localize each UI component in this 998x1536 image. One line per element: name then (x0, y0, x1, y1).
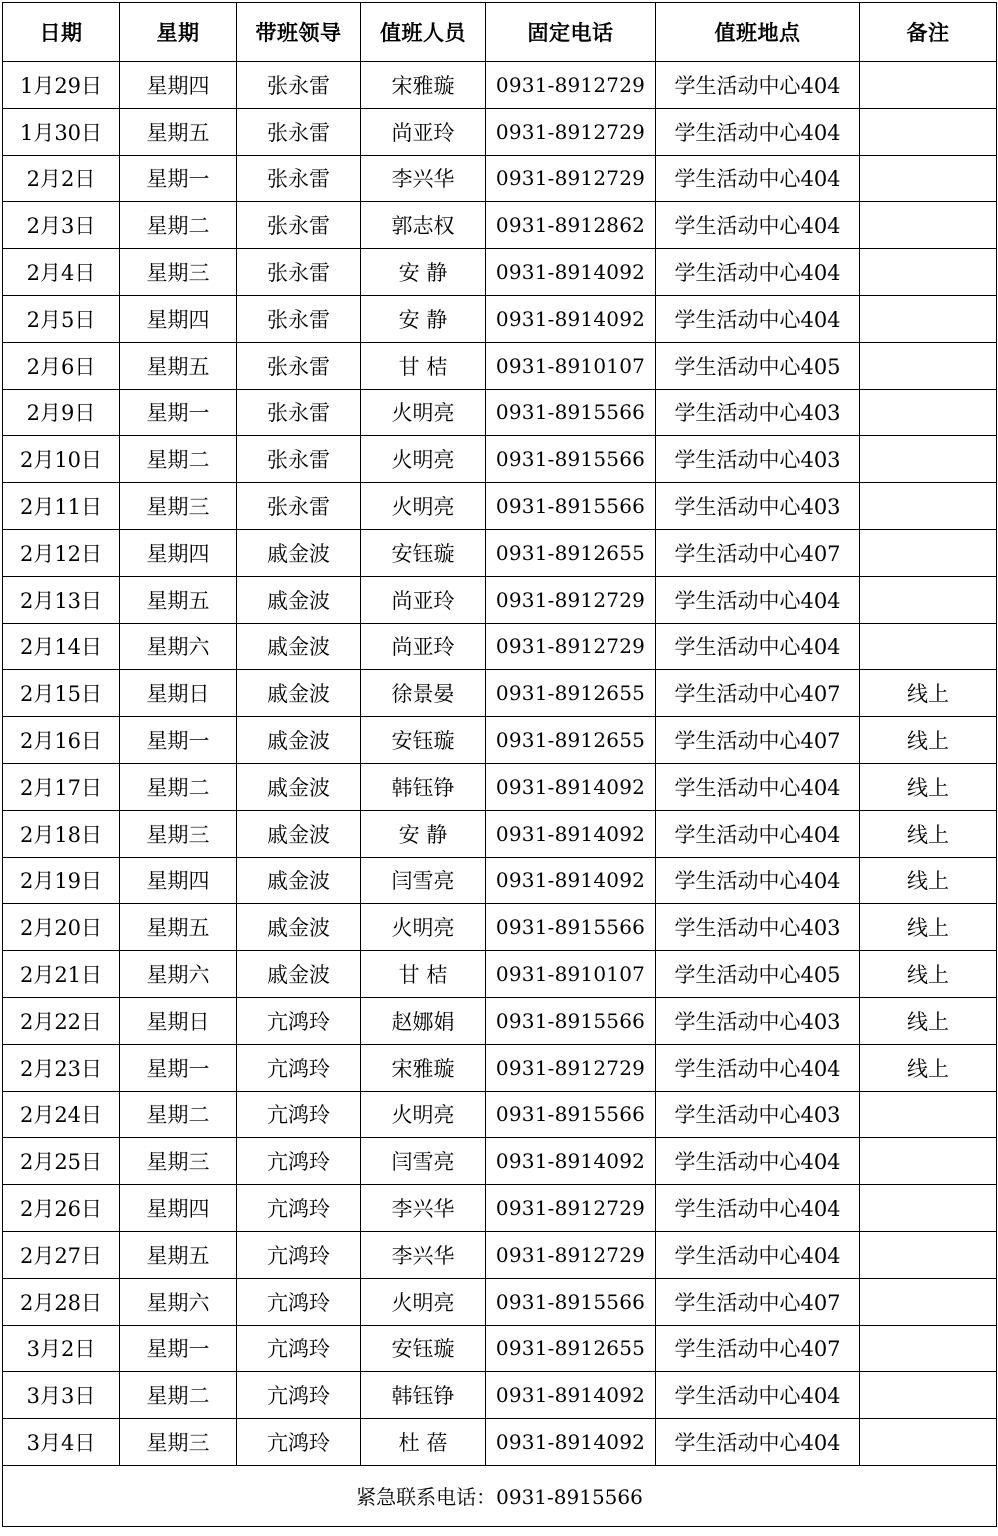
duty-schedule-table (2, 2, 997, 1527)
leader-cell: 张永雷 (237, 202, 361, 249)
leader-cell: 戚金波 (237, 717, 361, 764)
table-row (3, 155, 997, 202)
remark-cell (860, 576, 997, 623)
leader-cell: 亢鸿玲 (237, 1044, 361, 1091)
leader-cell: 戚金波 (237, 529, 361, 576)
remark-cell (860, 389, 997, 436)
location-cell: 学生活动中心403 (656, 1091, 860, 1138)
staff-cell: 李兴华 (361, 1185, 486, 1232)
location-cell: 学生活动中心405 (656, 951, 860, 998)
table-row (3, 1419, 997, 1466)
date-cell: 2月23日 (3, 1044, 120, 1091)
phone-cell: 0931-8915566 (486, 997, 656, 1044)
staff-cell: 杜 蓓 (361, 1419, 486, 1466)
remark-cell (860, 249, 997, 296)
table-row (3, 1091, 997, 1138)
remark-cell (860, 295, 997, 342)
staff-cell: 赵娜娟 (361, 997, 486, 1044)
location-cell: 学生活动中心404 (656, 1372, 860, 1419)
staff-cell: 火明亮 (361, 483, 486, 530)
remark-cell: 线上 (860, 1044, 997, 1091)
weekday-cell: 星期五 (120, 342, 237, 389)
phone-cell: 0931-8915566 (486, 389, 656, 436)
location-cell: 学生活动中心404 (656, 763, 860, 810)
table-row (3, 623, 997, 670)
phone-cell: 0931-8910107 (486, 951, 656, 998)
date-cell: 2月25日 (3, 1138, 120, 1185)
date-cell: 2月28日 (3, 1278, 120, 1325)
staff-cell: 尚亚玲 (361, 108, 486, 155)
table-row (3, 1278, 997, 1325)
remark-cell (860, 436, 997, 483)
phone-cell: 0931-8914092 (486, 1138, 656, 1185)
remark-cell (860, 1138, 997, 1185)
leader-cell: 张永雷 (237, 62, 361, 109)
remark-cell: 线上 (860, 951, 997, 998)
location-cell: 学生活动中心407 (656, 529, 860, 576)
date-cell: 2月9日 (3, 389, 120, 436)
header-leader: 带班领导 (237, 3, 361, 62)
location-cell: 学生活动中心407 (656, 1278, 860, 1325)
location-cell: 学生活动中心404 (656, 1185, 860, 1232)
leader-cell: 戚金波 (237, 670, 361, 717)
table-row (3, 483, 997, 530)
remark-cell: 线上 (860, 904, 997, 951)
date-cell: 2月24日 (3, 1091, 120, 1138)
location-cell: 学生活动中心404 (656, 249, 860, 296)
table-row (3, 904, 997, 951)
staff-cell: 安钰璇 (361, 529, 486, 576)
phone-cell: 0931-8910107 (486, 342, 656, 389)
phone-cell: 0931-8915566 (486, 436, 656, 483)
leader-cell: 戚金波 (237, 857, 361, 904)
phone-cell: 0931-8912729 (486, 1044, 656, 1091)
remark-cell: 线上 (860, 857, 997, 904)
leader-cell: 戚金波 (237, 623, 361, 670)
weekday-cell: 星期日 (120, 997, 237, 1044)
remark-cell (860, 1278, 997, 1325)
phone-cell: 0931-8912729 (486, 155, 656, 202)
date-cell: 2月11日 (3, 483, 120, 530)
date-cell: 2月26日 (3, 1185, 120, 1232)
weekday-cell: 星期一 (120, 1325, 237, 1372)
date-cell: 2月27日 (3, 1231, 120, 1278)
phone-cell: 0931-8915566 (486, 1278, 656, 1325)
location-cell: 学生活动中心404 (656, 576, 860, 623)
remark-cell: 线上 (860, 810, 997, 857)
table-row (3, 436, 997, 483)
remark-cell (860, 1372, 997, 1419)
header-location: 值班地点 (656, 3, 860, 62)
weekday-cell: 星期二 (120, 202, 237, 249)
staff-cell: 闫雪亮 (361, 857, 486, 904)
leader-cell: 亢鸿玲 (237, 1091, 361, 1138)
weekday-cell: 星期二 (120, 436, 237, 483)
table-row (3, 1044, 997, 1091)
remark-cell (860, 108, 997, 155)
location-cell: 学生活动中心404 (656, 1231, 860, 1278)
staff-cell: 宋雅璇 (361, 1044, 486, 1091)
leader-cell: 戚金波 (237, 951, 361, 998)
location-cell: 学生活动中心403 (656, 997, 860, 1044)
remark-cell (860, 1325, 997, 1372)
leader-cell: 张永雷 (237, 436, 361, 483)
weekday-cell: 星期三 (120, 483, 237, 530)
weekday-cell: 星期一 (120, 389, 237, 436)
location-cell: 学生活动中心405 (656, 342, 860, 389)
leader-cell: 张永雷 (237, 342, 361, 389)
weekday-cell: 星期日 (120, 670, 237, 717)
phone-cell: 0931-8912729 (486, 108, 656, 155)
staff-cell: 安 静 (361, 249, 486, 296)
date-cell: 2月20日 (3, 904, 120, 951)
header-date: 日期 (3, 3, 120, 62)
phone-cell: 0931-8914092 (486, 249, 656, 296)
table-row (3, 1325, 997, 1372)
location-cell: 学生活动中心403 (656, 389, 860, 436)
leader-cell: 亢鸿玲 (237, 1325, 361, 1372)
weekday-cell: 星期四 (120, 529, 237, 576)
date-cell: 2月4日 (3, 249, 120, 296)
date-cell: 2月2日 (3, 155, 120, 202)
location-cell: 学生活动中心407 (656, 717, 860, 764)
date-cell: 2月13日 (3, 576, 120, 623)
location-cell: 学生活动中心404 (656, 155, 860, 202)
phone-cell: 0931-8915566 (486, 904, 656, 951)
location-cell: 学生活动中心404 (656, 810, 860, 857)
table-row (3, 1185, 997, 1232)
phone-cell: 0931-8912655 (486, 717, 656, 764)
date-cell: 2月6日 (3, 342, 120, 389)
table-row (3, 529, 997, 576)
staff-cell: 郭志权 (361, 202, 486, 249)
staff-cell: 尚亚玲 (361, 576, 486, 623)
leader-cell: 戚金波 (237, 763, 361, 810)
staff-cell: 安钰璇 (361, 1325, 486, 1372)
staff-cell: 火明亮 (361, 1278, 486, 1325)
date-cell: 3月4日 (3, 1419, 120, 1466)
header-staff: 值班人员 (361, 3, 486, 62)
table-row (3, 342, 997, 389)
remark-cell: 线上 (860, 717, 997, 764)
phone-cell: 0931-8914092 (486, 810, 656, 857)
leader-cell: 戚金波 (237, 810, 361, 857)
leader-cell: 张永雷 (237, 483, 361, 530)
date-cell: 2月21日 (3, 951, 120, 998)
weekday-cell: 星期六 (120, 1278, 237, 1325)
header-phone: 固定电话 (486, 3, 656, 62)
remark-cell (860, 342, 997, 389)
table-row (3, 1231, 997, 1278)
remark-cell (860, 529, 997, 576)
location-cell: 学生活动中心403 (656, 436, 860, 483)
staff-cell: 宋雅璇 (361, 62, 486, 109)
table-row (3, 951, 997, 998)
table-row (3, 763, 997, 810)
staff-cell: 李兴华 (361, 1231, 486, 1278)
weekday-cell: 星期五 (120, 1231, 237, 1278)
phone-cell: 0931-8914092 (486, 763, 656, 810)
remark-cell: 线上 (860, 763, 997, 810)
staff-cell: 尚亚玲 (361, 623, 486, 670)
remark-cell: 线上 (860, 670, 997, 717)
weekday-cell: 星期六 (120, 951, 237, 998)
table-row (3, 202, 997, 249)
table-row (3, 295, 997, 342)
weekday-cell: 星期三 (120, 1419, 237, 1466)
weekday-cell: 星期四 (120, 1185, 237, 1232)
location-cell: 学生活动中心407 (656, 1325, 860, 1372)
phone-cell: 0931-8912655 (486, 670, 656, 717)
date-cell: 1月29日 (3, 62, 120, 109)
location-cell: 学生活动中心403 (656, 483, 860, 530)
staff-cell: 甘 桔 (361, 951, 486, 998)
table-row (3, 1372, 997, 1419)
location-cell: 学生活动中心404 (656, 1044, 860, 1091)
table-row (3, 1138, 997, 1185)
phone-cell: 0931-8914092 (486, 1372, 656, 1419)
phone-cell: 0931-8914092 (486, 1419, 656, 1466)
leader-cell: 亢鸿玲 (237, 1231, 361, 1278)
weekday-cell: 星期一 (120, 717, 237, 764)
phone-cell: 0931-8912729 (486, 623, 656, 670)
phone-cell: 0931-8912862 (486, 202, 656, 249)
weekday-cell: 星期三 (120, 1138, 237, 1185)
weekday-cell: 星期二 (120, 763, 237, 810)
leader-cell: 张永雷 (237, 295, 361, 342)
staff-cell: 火明亮 (361, 1091, 486, 1138)
staff-cell: 安 静 (361, 810, 486, 857)
date-cell: 2月10日 (3, 436, 120, 483)
table-row (3, 389, 997, 436)
date-cell: 1月30日 (3, 108, 120, 155)
remark-cell (860, 62, 997, 109)
phone-cell: 0931-8914092 (486, 857, 656, 904)
table-row (3, 810, 997, 857)
weekday-cell: 星期四 (120, 295, 237, 342)
leader-cell: 亢鸿玲 (237, 1372, 361, 1419)
table-row (3, 576, 997, 623)
footer-row (3, 1465, 997, 1526)
date-cell: 2月17日 (3, 763, 120, 810)
schedule-body (3, 62, 997, 1466)
date-cell: 2月16日 (3, 717, 120, 764)
location-cell: 学生活动中心404 (656, 62, 860, 109)
leader-cell: 张永雷 (237, 155, 361, 202)
location-cell: 学生活动中心404 (656, 108, 860, 155)
phone-cell: 0931-8912729 (486, 576, 656, 623)
table-row (3, 857, 997, 904)
remark-cell: 线上 (860, 997, 997, 1044)
phone-cell: 0931-8912655 (486, 1325, 656, 1372)
phone-cell: 0931-8915566 (486, 483, 656, 530)
weekday-cell: 星期五 (120, 108, 237, 155)
remark-cell (860, 1419, 997, 1466)
weekday-cell: 星期一 (120, 155, 237, 202)
table-row (3, 670, 997, 717)
leader-cell: 张永雷 (237, 389, 361, 436)
weekday-cell: 星期五 (120, 576, 237, 623)
leader-cell: 亢鸿玲 (237, 997, 361, 1044)
leader-cell: 戚金波 (237, 576, 361, 623)
staff-cell: 闫雪亮 (361, 1138, 486, 1185)
remark-cell (860, 1185, 997, 1232)
location-cell: 学生活动中心403 (656, 904, 860, 951)
weekday-cell: 星期二 (120, 1372, 237, 1419)
weekday-cell: 星期三 (120, 810, 237, 857)
staff-cell: 火明亮 (361, 389, 486, 436)
date-cell: 2月14日 (3, 623, 120, 670)
phone-cell: 0931-8915566 (486, 1091, 656, 1138)
date-cell: 2月19日 (3, 857, 120, 904)
weekday-cell: 星期四 (120, 857, 237, 904)
date-cell: 3月3日 (3, 1372, 120, 1419)
weekday-cell: 星期二 (120, 1091, 237, 1138)
remark-cell (860, 202, 997, 249)
leader-cell: 张永雷 (237, 108, 361, 155)
phone-cell: 0931-8912729 (486, 1185, 656, 1232)
staff-cell: 李兴华 (361, 155, 486, 202)
remark-cell (860, 1091, 997, 1138)
location-cell: 学生活动中心404 (656, 1138, 860, 1185)
remark-cell (860, 483, 997, 530)
header-row (3, 3, 997, 62)
remark-cell (860, 623, 997, 670)
phone-cell: 0931-8912655 (486, 529, 656, 576)
location-cell: 学生活动中心404 (656, 857, 860, 904)
location-cell: 学生活动中心404 (656, 202, 860, 249)
location-cell: 学生活动中心404 (656, 1419, 860, 1466)
date-cell: 2月5日 (3, 295, 120, 342)
weekday-cell: 星期六 (120, 623, 237, 670)
weekday-cell: 星期三 (120, 249, 237, 296)
table-row (3, 62, 997, 109)
date-cell: 3月2日 (3, 1325, 120, 1372)
staff-cell: 安钰璇 (361, 717, 486, 764)
phone-cell: 0931-8912729 (486, 1231, 656, 1278)
location-cell: 学生活动中心404 (656, 623, 860, 670)
date-cell: 2月15日 (3, 670, 120, 717)
table-row (3, 108, 997, 155)
weekday-cell: 星期一 (120, 1044, 237, 1091)
staff-cell: 韩钰铮 (361, 763, 486, 810)
staff-cell: 火明亮 (361, 904, 486, 951)
phone-cell: 0931-8912729 (486, 62, 656, 109)
header-remark: 备注 (860, 3, 997, 62)
table-row (3, 997, 997, 1044)
date-cell: 2月18日 (3, 810, 120, 857)
table-row (3, 717, 997, 764)
date-cell: 2月3日 (3, 202, 120, 249)
header-weekday: 星期 (120, 3, 237, 62)
leader-cell: 亢鸿玲 (237, 1185, 361, 1232)
date-cell: 2月22日 (3, 997, 120, 1044)
leader-cell: 张永雷 (237, 249, 361, 296)
date-cell: 2月12日 (3, 529, 120, 576)
leader-cell: 亢鸿玲 (237, 1419, 361, 1466)
location-cell: 学生活动中心407 (656, 670, 860, 717)
weekday-cell: 星期五 (120, 904, 237, 951)
staff-cell: 火明亮 (361, 436, 486, 483)
leader-cell: 戚金波 (237, 904, 361, 951)
emergency-contact: 紧急联系电话：0931-8915566 (3, 1465, 997, 1526)
location-cell: 学生活动中心404 (656, 295, 860, 342)
remark-cell (860, 155, 997, 202)
phone-cell: 0931-8914092 (486, 295, 656, 342)
table-row (3, 249, 997, 296)
leader-cell: 亢鸿玲 (237, 1278, 361, 1325)
remark-cell (860, 1231, 997, 1278)
staff-cell: 甘 桔 (361, 342, 486, 389)
staff-cell: 安 静 (361, 295, 486, 342)
weekday-cell: 星期四 (120, 62, 237, 109)
leader-cell: 亢鸿玲 (237, 1138, 361, 1185)
staff-cell: 徐景晏 (361, 670, 486, 717)
staff-cell: 韩钰铮 (361, 1372, 486, 1419)
